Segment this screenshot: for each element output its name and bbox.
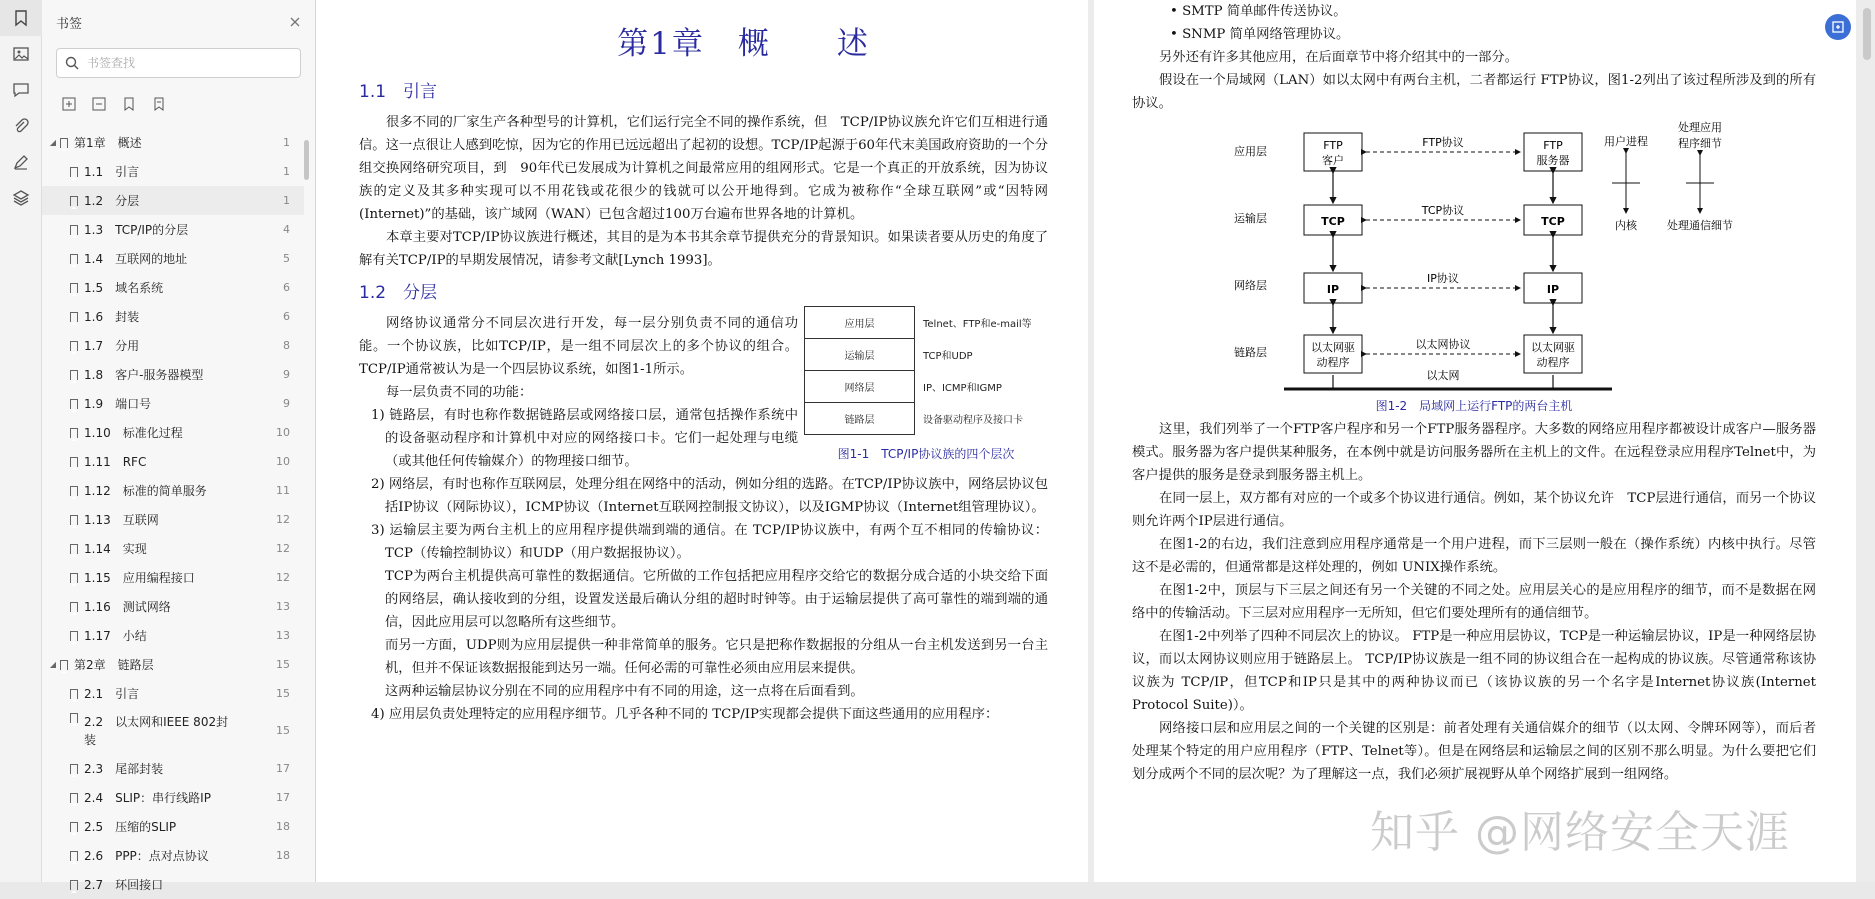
bookmark-item[interactable] xyxy=(42,592,304,621)
bookmark-icon xyxy=(70,167,78,177)
bookmark-page-number: 6 xyxy=(283,310,290,323)
layer-box: 应用层 xyxy=(805,307,915,339)
layer-box: 网络层 xyxy=(805,371,915,403)
bookmark-icon xyxy=(70,486,78,496)
layer-label: 网络层 xyxy=(1234,279,1267,292)
bookmark-label-continued: 装 xyxy=(84,733,97,747)
bookmark-label: 2.3 尾部封装 xyxy=(84,762,164,776)
bookmark-icon xyxy=(70,370,78,380)
bookmark-label: 1.9 端口号 xyxy=(84,397,152,411)
list-item: 3) 运输层主要为两台主机上的应用程序提供端到端的通信。在 TCP/IP协议族中，有两个互不相同的传输协议：TCP（传输控制协议）和UDP（用户数据报协议）。 xyxy=(371,523,1048,561)
bookmark-label: 1.15 应用编程接口 xyxy=(84,571,195,585)
bookmark-label: 2.7 环回接口 xyxy=(84,878,164,892)
vertical-scrollbar[interactable] xyxy=(1857,0,1875,882)
paragraph: 在图1-2中，顶层与下三层之间还有另一个关键的不同之处。应用层关心的是应用程序的细节，而不是数据在网络中的传输活动。下三层对应用程序一无所知，但它们要处理所有的通信细节。 xyxy=(1132,583,1816,621)
expand-caret-icon[interactable]: ◢ xyxy=(49,660,57,669)
protocol-label: FTP协议 xyxy=(1422,136,1464,149)
layer-box: 链路层 xyxy=(805,403,915,435)
bookmark-label: 1.14 实现 xyxy=(84,542,147,556)
bookmark-icon xyxy=(70,764,78,774)
bookmark-page-number: 12 xyxy=(276,513,290,526)
bookmark-label: 第2章 链路层 xyxy=(74,658,154,672)
bookmark-page-number: 8 xyxy=(283,339,290,352)
bookmark-item[interactable] xyxy=(42,157,304,186)
bookmark-item[interactable] xyxy=(42,621,304,650)
comment-icon xyxy=(12,81,30,99)
kernel-label: 内核 xyxy=(1615,219,1637,232)
expand-caret-icon[interactable]: ◢ xyxy=(49,138,57,147)
layer-box: 运输层 xyxy=(805,339,915,371)
bookmark-label: 1.11 RFC xyxy=(84,455,147,469)
bookmark-item[interactable] xyxy=(42,360,304,389)
bookmark-page-number: 18 xyxy=(276,849,290,862)
bookmark-item[interactable] xyxy=(42,331,304,360)
box-label: IP xyxy=(1326,283,1340,296)
bookmark-icon xyxy=(70,399,78,409)
bookmark-item[interactable] xyxy=(42,389,304,418)
layer-note: 设备驱动程序及接口卡 xyxy=(923,415,1023,426)
bookmark-page-number: 17 xyxy=(276,762,290,775)
bookmark-page-number: 1 xyxy=(283,136,290,149)
bookmark-item[interactable] xyxy=(42,273,304,302)
comm-detail-label: 处理通信细节 xyxy=(1667,219,1733,232)
figure-1-1 xyxy=(804,306,1048,462)
floating-action-button[interactable] xyxy=(1825,14,1851,40)
paragraph: 在图1-2中列举了四种不同层次上的协议。 FTP是一种应用层协议，TCP是一种运输层协议，IP是一种网络层协议，而以太网协议则应用于链路层上。 TCP/IP协议族是一组不同的协议组合在一起构成的协议族。尽管通常称该协议族为 TCP/IP，但TCP和IP只是其中的两种协议而已（该协议族的另一个名字是Internet协议族(Internet Protocol Suite)）。 xyxy=(1132,629,1816,713)
bookmark-page-number: 15 xyxy=(276,724,290,737)
bookmark-search[interactable] xyxy=(56,48,301,78)
layer-label: 链路层 xyxy=(1234,346,1267,359)
bookmark-page-number: 15 xyxy=(276,687,290,700)
peer-protocol-arrows xyxy=(1366,152,1520,354)
bookmark-item[interactable] xyxy=(42,841,304,870)
figure-1-2 xyxy=(1132,121,1816,414)
bookmark-tool[interactable] xyxy=(0,0,42,36)
document-viewer xyxy=(316,0,1875,882)
bookmark-chapter[interactable] xyxy=(42,650,304,679)
app-detail-label: 处理应用 xyxy=(1678,121,1722,134)
chapter-title: 第1章 概 述 xyxy=(617,26,870,62)
bookmark-label: 1.4 互联网的地址 xyxy=(84,252,188,266)
bookmark-page-number: 9 xyxy=(283,368,290,381)
delete-bookmark-icon[interactable] xyxy=(152,97,166,111)
bookmark-page-number: 11 xyxy=(276,484,290,497)
bookmark-page-number: 6 xyxy=(283,281,290,294)
bookmark-item[interactable] xyxy=(42,505,304,534)
bookmark-tree xyxy=(42,128,304,892)
bookmark-page-number: 10 xyxy=(276,455,290,468)
bookmark-search-input[interactable] xyxy=(87,56,287,70)
bookmark-item[interactable] xyxy=(42,534,304,563)
bookmark-item[interactable] xyxy=(42,418,304,447)
box-label: 动程序 xyxy=(1316,356,1350,369)
bookmark-icon xyxy=(70,254,78,264)
bookmark-item[interactable] xyxy=(42,870,304,899)
document-tool-icon xyxy=(1831,20,1845,34)
comment-tool[interactable] xyxy=(0,72,42,108)
bookmark-item[interactable] xyxy=(42,754,304,783)
bookmark-page-number: 13 xyxy=(276,600,290,613)
bookmark-icon xyxy=(70,283,78,293)
page-left xyxy=(316,0,1088,882)
bookmark-label: 1.7 分用 xyxy=(84,339,140,353)
bookmark-label: 1.2 分层 xyxy=(84,194,140,208)
collapse-all-icon[interactable] xyxy=(92,97,106,111)
paragraph: 假设在一个局域网（LAN）如以太网中有两台主机，二者都运行 FTP协议，图1-2列出了该过程所涉及到的所有协议。 xyxy=(1132,73,1816,111)
layers-tool[interactable] xyxy=(0,180,42,216)
layer-table xyxy=(804,306,1040,435)
bookmark-icon xyxy=(70,457,78,467)
layer-note: TCP和UDP xyxy=(923,351,973,362)
figure-caption: 图1-1 TCP/IP协议族的四个层次 xyxy=(837,447,1015,461)
box-label: FTP xyxy=(1323,139,1343,152)
box-label: IP xyxy=(1546,283,1560,296)
bookmark-page-number: 10 xyxy=(276,426,290,439)
ethernet-label: 以太网 xyxy=(1426,369,1460,382)
bookmark-page-number: 12 xyxy=(276,571,290,584)
protocol-label: IP协议 xyxy=(1427,272,1459,285)
signature-tool[interactable] xyxy=(0,144,42,180)
bookmark-icon xyxy=(70,196,78,206)
bookmark-page-number: 5 xyxy=(283,252,290,265)
bookmark-item[interactable] xyxy=(42,783,304,812)
list-subparagraph: 这两种运输层协议分别在不同的应用程序中有不同的用途，这一点将在后面看到。 xyxy=(385,684,864,699)
ftp-diagram xyxy=(1194,121,1754,393)
bookmark-icon xyxy=(70,515,78,525)
bookmark-label: 第1章 概述 xyxy=(74,136,142,150)
figure-caption: 图1-2 局域网上运行FTP的两台主机 xyxy=(1375,399,1573,413)
bookmark-page-number: 4 xyxy=(283,223,290,236)
box-label: 以太网驱 xyxy=(1531,341,1575,354)
bookmark-label: 2.2 以太网和IEEE 802封 xyxy=(84,715,229,729)
bookmark-label: 1.12 标准的简单服务 xyxy=(84,484,207,498)
list-subparagraph: 而另一方面，UDP则为应用层提供一种非常简单的服务。它只是把称作数据报的分组从一台主机发送到另一台主机，但并不保证该数据报能到达另一端。任何必需的可靠性必须由应用层来提供。 xyxy=(385,638,1048,676)
scrollbar-thumb[interactable] xyxy=(1863,8,1871,60)
bookmark-label-wrap xyxy=(84,713,228,749)
bullet-item: • SMTP 简单邮件传送协议。 xyxy=(1170,4,1347,19)
paragraph: 这里，我们列举了一个FTP客户程序和另一个FTP服务器程序。大多数的网络应用程序都被设计成客户—服务器模式。服务器为客户提供某种服务，在本例中就是访问服务器所在主机上的文件。在远程登录应用程序Telnet中，为客户提供的服务是登录到服务器主机上。 xyxy=(1132,422,1816,483)
paragraph: 网络接口层和应用层之间的一个关键的区别是：前者处理有关通信媒介的细节（以太网、令牌环网等），而后者处理某个特定的用户应用程序（FTP、Telnet等）。但是在网络层和运输层之间的区别不那么明显。为什么要把它们划分成两个不同的层次呢？为了理解这一点，我们必须扩展视野从单个网络扩展到一组网络。 xyxy=(1132,721,1816,782)
bookmark-label: 1.13 互联网 xyxy=(84,513,159,527)
paragraph: 本章主要对TCP/IP协议族进行概述，其目的是为本书其余章节提供充分的背景知识。如果读者要从历史的角度了解有关TCP/IP的早期发展情况，请参考文献[Lynch 1993]。 xyxy=(359,230,1048,268)
bullet-item: • SNMP 简单网络管理协议。 xyxy=(1170,27,1350,42)
box-label: 客户 xyxy=(1322,154,1344,167)
box-label: 服务器 xyxy=(1536,154,1570,167)
bookmark-item[interactable] xyxy=(42,215,304,244)
thumbnail-tool[interactable] xyxy=(0,36,42,72)
add-bookmark-icon[interactable] xyxy=(122,97,136,111)
expand-all-icon[interactable] xyxy=(62,97,76,111)
bookmark-label: 1.10 标准化过程 xyxy=(84,426,183,440)
bookmark-page-number: 15 xyxy=(276,658,290,671)
bookmark-icon xyxy=(70,573,78,583)
bookmark-icon xyxy=(70,793,78,803)
bookmark-icon xyxy=(70,341,78,351)
bookmark-label: 1.5 域名系统 xyxy=(84,281,164,295)
bookmark-label: 1.6 封装 xyxy=(84,310,140,324)
layer-note: IP、ICMP和IGMP xyxy=(923,383,1002,394)
paragraph: 在同一层上，双方都有对应的一个或多个协议进行通信。例如，某个协议允许 TCP层进行通信，而另一个协议则允许两个IP层进行通信。 xyxy=(1132,491,1816,529)
bookmark-page-number: 17 xyxy=(276,791,290,804)
paragraph: 在图1-2的右边，我们注意到应用程序通常是一个用户进程，而下三层则一般在（操作系统）内核中执行。尽管这不是必需的，但通常都是这样处理的，例如 UNIX操作系统。 xyxy=(1132,537,1816,575)
bookmark-page-number: 13 xyxy=(276,629,290,642)
paragraph: 很多不同的厂家生产各种型号的计算机，它们运行完全不同的操作系统，但 TCP/IP协议族允许它们互相进行通信。这一点很让人感到吃惊，因为它的作用已远远超出了起初的设想。TCP/IP起源于60年代末美国政府资助的一个分组交换网络研究项目，到 90年代已发展成为计算机之间最常应用的组网形式。它是一个真正的开放系统，因为协议族的定义及其多种实现可以不用花钱或花很少的钱就可以公开地得到。它成为被称作“全球互联网”或“因特网(Internet)”的基础，该广域网（WAN）已包含超过100万台遍布世界各地的计算机。 xyxy=(359,115,1048,222)
bookmark-label: 1.8 客户-服务器模型 xyxy=(84,368,204,382)
search-icon xyxy=(65,56,79,70)
bookmark-icon xyxy=(13,9,29,27)
bookmark-page-number: 1 xyxy=(283,194,290,207)
bookmark-scrollbar[interactable] xyxy=(304,140,309,180)
pen-sign-icon xyxy=(12,153,30,171)
paragraph: 另外还有许多其他应用，在后面章节中将介绍其中的一部分。 xyxy=(1159,50,1519,65)
bookmark-icon xyxy=(70,880,78,890)
bookmark-label: 2.6 PPP：点对点协议 xyxy=(84,849,209,863)
bookmark-icon xyxy=(70,851,78,861)
bookmark-item[interactable] xyxy=(42,302,304,331)
bookmark-icon xyxy=(70,312,78,322)
watermark: 知乎 @网络安全天涯 xyxy=(1370,807,1790,858)
bookmark-page-number: 9 xyxy=(283,397,290,410)
bookmark-item[interactable] xyxy=(42,186,304,215)
list-item: 4) 应用层负责处理特定的应用程序细节。几乎各种不同的 TCP/IP实现都会提供下面这些通用的应用程序： xyxy=(371,707,999,722)
bookmark-label: 2.5 压缩的SLIP xyxy=(84,820,177,834)
bookmark-item[interactable] xyxy=(42,447,304,476)
bookmark-item[interactable] xyxy=(42,708,304,754)
bookmark-chapter[interactable] xyxy=(42,128,304,157)
app-detail-label: 程序细节 xyxy=(1678,137,1722,150)
bookmark-item[interactable] xyxy=(42,476,304,505)
bookmark-page-number: 18 xyxy=(276,820,290,833)
bookmark-icon xyxy=(70,822,78,832)
protocol-label: 以太网协议 xyxy=(1415,338,1471,351)
bookmark-toolbar xyxy=(42,78,315,126)
section-title-1-2: 1.2 分层 xyxy=(359,283,438,303)
protocol-label: TCP协议 xyxy=(1421,204,1465,217)
bookmark-page-number: 12 xyxy=(276,542,290,555)
bookmark-page-number: 1 xyxy=(283,165,290,178)
bookmark-label: 1.16 测试网络 xyxy=(84,600,171,614)
bookmark-icon xyxy=(70,428,78,438)
list-item: 1) 链路层，有时也称作数据链路层或网络接口层，通常包括操作系统中的设备驱动程序和计算机中对应的网络接口卡。它们一起处理与电缆（或其他任何传输媒介）的物理接口细节。 xyxy=(371,408,798,469)
box-label: 动程序 xyxy=(1536,356,1570,369)
layer-label: 应用层 xyxy=(1234,145,1267,158)
list-item: 2) 网络层，有时也称作互联网层，处理分组在网络中的活动，例如分组的选路。在TCP/IP协议族中，网络层协议包括IP协议（网际协议），ICMP协议（Internet互联网控制报文协议），以及IGMP协议（Internet组管理协议）。 xyxy=(371,477,1048,515)
bookmark-icon xyxy=(70,602,78,612)
box-label: FTP xyxy=(1543,139,1563,152)
bookmark-icon xyxy=(70,689,78,699)
paragraph: 每一层负责不同的功能： xyxy=(386,385,533,400)
bookmark-label: 1.3 TCP/IP的分层 xyxy=(84,223,189,237)
list-subparagraph: TCP为两台主机提供高可靠性的数据通信。它所做的工作包括把应用程序交给它的数据分成合适的小块交给下面的网络层，确认接收到的分组，设置发送最后确认分组的超时时钟等。由于运输层提供了高可靠性的端到端的通信，因此应用层可以忽略所有这些细节。 xyxy=(385,569,1048,630)
box-label: 以太网驱 xyxy=(1311,341,1355,354)
bookmark-item[interactable] xyxy=(42,812,304,841)
bookmark-item[interactable] xyxy=(42,679,304,708)
paperclip-icon xyxy=(12,117,30,135)
bookmark-label: 1.1 引言 xyxy=(84,165,140,179)
bookmark-icon xyxy=(70,713,78,723)
bookmark-label: 1.17 小结 xyxy=(84,629,147,643)
bookmark-icon xyxy=(70,225,78,235)
box-label: TCP xyxy=(1321,215,1345,228)
bookmark-label: 2.4 SLIP：串行线路IP xyxy=(84,791,211,805)
bookmark-icon xyxy=(60,660,68,670)
section-title-1-1: 1.1 引言 xyxy=(359,82,438,102)
box-label: TCP xyxy=(1541,215,1565,228)
page-right xyxy=(1094,0,1856,882)
layer-note: Telnet、FTP和e-mail等 xyxy=(923,319,1032,330)
bookmark-icon xyxy=(60,138,68,148)
bookmark-icon xyxy=(70,631,78,641)
paragraph: 网络协议通常分不同层次进行开发，每一层分别负责不同的通信功能。一个协议族，比如TCP/IP，是一组不同层次上的多个协议的组合。 TCP/IP通常被认为是一个四层协议系统，如图1-1所示。 xyxy=(359,316,798,377)
layer-label: 运输层 xyxy=(1234,212,1267,225)
bookmark-label: 2.1 引言 xyxy=(84,687,140,701)
bookmark-item[interactable] xyxy=(42,244,304,273)
attachment-tool[interactable] xyxy=(0,108,42,144)
bookmark-item[interactable] xyxy=(42,563,304,592)
user-process-label: 用户进程 xyxy=(1604,135,1648,148)
close-icon[interactable] xyxy=(289,16,301,28)
bookmark-icon xyxy=(70,544,78,554)
layers-icon xyxy=(12,189,30,207)
bookmark-panel xyxy=(42,0,316,892)
panel-title: 书签 xyxy=(56,16,83,32)
image-icon xyxy=(12,45,30,63)
left-tool-rail xyxy=(0,0,42,882)
